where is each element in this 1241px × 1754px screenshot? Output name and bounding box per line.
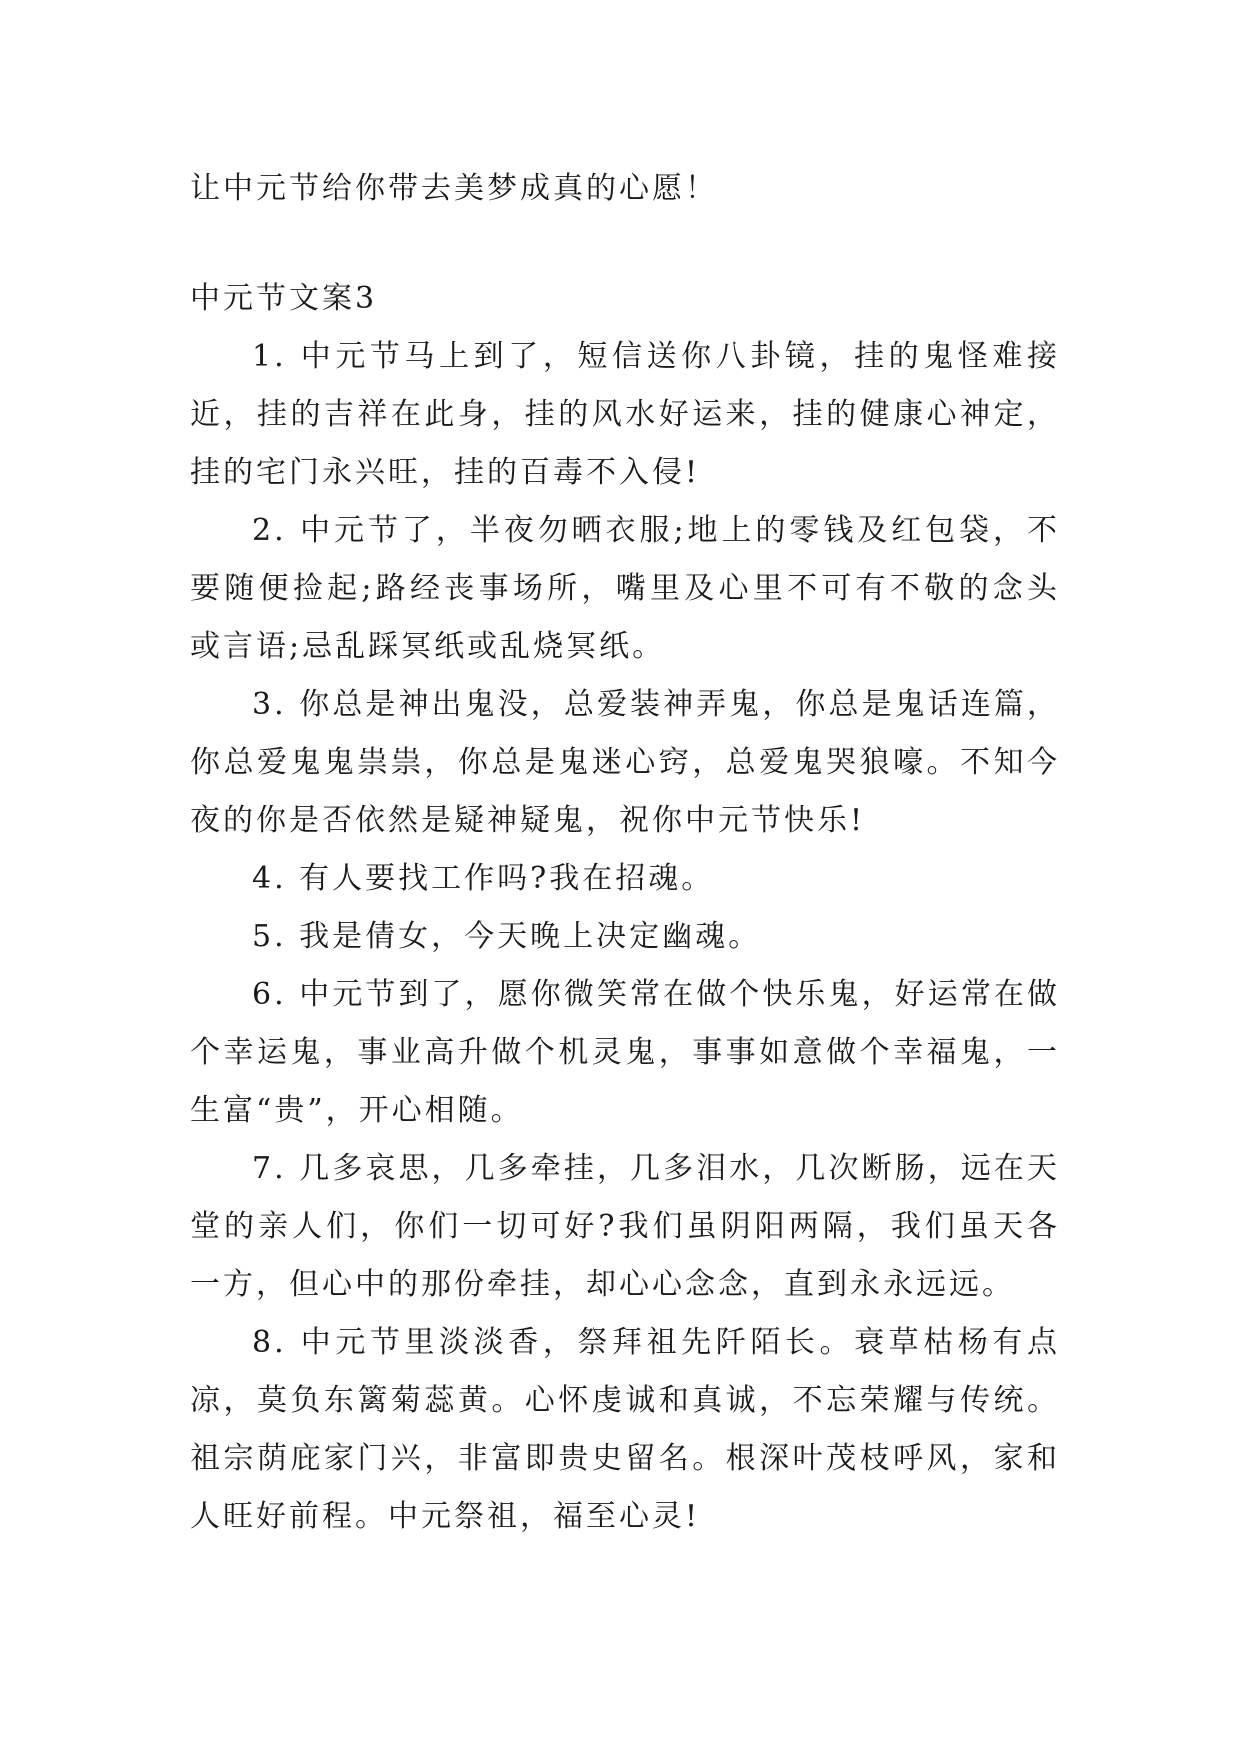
list-item-7: 7. 几多哀思，几多牵挂，几多泪水，几次断肠，远在天堂的亲人们，你们一切可好?我们虽阴阳两隔，我们虽天各一方，但心中的那份牵挂，却心心念念，直到永永远远。 <box>190 1151 1060 1302</box>
section-spacer <box>190 218 1060 270</box>
list-item-8: 8. 中元节里淡淡香，祭拜祖先阡陌长。衰草枯杨有点凉，莫负东篱菊蕊黄。心怀虔诚和真诚，不忘荣耀与传统。祖宗荫庇家门兴，非富即贵史留名。根深叶茂枝呼风，家和人旺好前程。中元祭祖，福至心灵! <box>190 1325 1060 1534</box>
document-page <box>190 160 1060 1546</box>
list-item-4: 4. 有人要找工作吗?我在招魂。 <box>252 861 715 896</box>
section-heading: 中元节文案3 <box>190 281 378 316</box>
list-item-5: 5. 我是倩女，今天晚上决定幽魂。 <box>252 919 762 954</box>
list-item-3: 3. 你总是神出鬼没，总爱装神弄鬼，你总是鬼话连篇，你总爱鬼鬼祟祟，你总是鬼迷心窍，总爱鬼哭狼嚎。不知今夜的你是否依然是疑神疑鬼，祝你中元节快乐! <box>190 687 1060 838</box>
list-item-6: 6. 中元节到了，愿你微笑常在做个快乐鬼，好运常在做个幸运鬼，事业高升做个机灵鬼，事事如意做个幸福鬼，一生富“贵”，开心相随。 <box>190 977 1060 1128</box>
intro-line: 让中元节给你带去美梦成真的心愿！ <box>190 171 718 206</box>
list-item-2: 2. 中元节了，半夜勿晒衣服;地上的零钱及红包袋，不要随便捡起;路经丧事场所，嘴里及心里不可有不敬的念头或言语;忌乱踩冥纸或乱烧冥纸。 <box>190 513 1060 664</box>
list-item-1: 1. 中元节马上到了，短信送你八卦镜，挂的鬼怪难接近，挂的吉祥在此身，挂的风水好运来，挂的健康心神定，挂的宅门永兴旺，挂的百毒不入侵! <box>190 339 1060 490</box>
